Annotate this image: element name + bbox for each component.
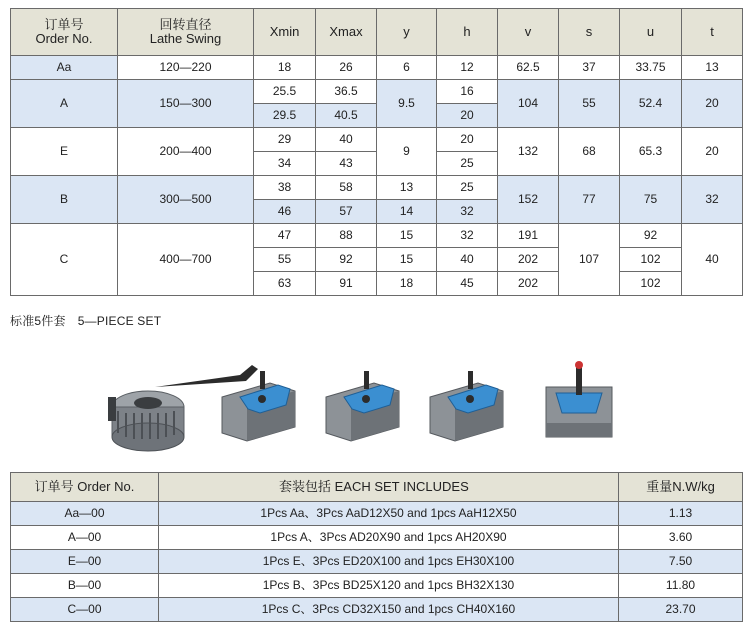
v-cell: 152 <box>498 176 559 224</box>
h-cell: 16 <box>437 80 498 104</box>
set-includes-cell: 1Pcs B、3Pcs BD25X120 and 1pcs BH32X130 <box>159 574 619 598</box>
set-weight-cell: 3.60 <box>619 526 743 550</box>
order-cell: E <box>11 128 118 176</box>
swing-cell: 150—300 <box>118 80 254 128</box>
swing-cell: 300—500 <box>118 176 254 224</box>
h-cell: 12 <box>437 56 498 80</box>
tool-holder-image <box>430 371 503 441</box>
t-cell: 20 <box>682 80 743 128</box>
h-cell: 25 <box>437 152 498 176</box>
s-cell: 37 <box>559 56 620 80</box>
y-cell: 18 <box>377 272 437 296</box>
xmin-cell: 38 <box>254 176 316 200</box>
set-weight-cell: 7.50 <box>619 550 743 574</box>
header-xmax: Xmax <box>316 9 377 56</box>
y-cell: 9.5 <box>377 80 437 128</box>
set-title <box>10 312 173 329</box>
order-cell: B <box>11 176 118 224</box>
xmin-cell: 29 <box>254 128 316 152</box>
h-cell: 25 <box>437 176 498 200</box>
set-includes-cell: 1Pcs Aa、3Pcs AaD12X50 and 1pcs AaH12X50 <box>159 502 619 526</box>
h-cell: 32 <box>437 200 498 224</box>
set-order-cell: C—00 <box>11 598 159 622</box>
y-cell: 15 <box>377 248 437 272</box>
table-row <box>11 56 743 80</box>
set-includes-cell: 1Pcs A、3Pcs AD20X90 and 1pcs AH20X90 <box>159 526 619 550</box>
set-header-row <box>11 473 743 502</box>
u-cell: 102 <box>620 248 682 272</box>
xmin-cell: 29.5 <box>254 104 316 128</box>
h-cell: 32 <box>437 224 498 248</box>
u-cell: 102 <box>620 272 682 296</box>
y-cell: 9 <box>377 128 437 176</box>
h-cell: 45 <box>437 272 498 296</box>
t-cell: 20 <box>682 128 743 176</box>
s-cell: 107 <box>559 224 620 296</box>
xmin-cell: 25.5 <box>254 80 316 104</box>
header-set-weight: 重量N.W/kg <box>619 473 743 502</box>
v-cell: 62.5 <box>498 56 559 80</box>
s-cell: 77 <box>559 176 620 224</box>
u-cell: 52.4 <box>620 80 682 128</box>
v-cell: 104 <box>498 80 559 128</box>
header-set-includes: 套装包括 EACH SET INCLUDES <box>159 473 619 502</box>
table-row <box>11 176 743 200</box>
table-row <box>11 224 743 248</box>
xmax-cell: 36.5 <box>316 80 377 104</box>
xmax-cell: 92 <box>316 248 377 272</box>
set-order-cell: B—00 <box>11 574 159 598</box>
order-cell: C <box>11 224 118 296</box>
header-t: t <box>682 9 743 56</box>
set-title-en: 5—PIECE SET <box>77 314 162 328</box>
u-cell: 65.3 <box>620 128 682 176</box>
u-cell: 92 <box>620 224 682 248</box>
t-cell: 32 <box>682 176 743 224</box>
xmax-cell: 91 <box>316 272 377 296</box>
set-weight-cell: 23.70 <box>619 598 743 622</box>
order-cell: A <box>11 80 118 128</box>
t-cell: 40 <box>682 224 743 296</box>
table-row <box>11 526 743 550</box>
swing-cell: 120—220 <box>118 56 254 80</box>
xmin-cell: 46 <box>254 200 316 224</box>
u-cell: 33.75 <box>620 56 682 80</box>
header-y: y <box>377 9 437 56</box>
set-weight-cell: 1.13 <box>619 502 743 526</box>
xmax-cell: 58 <box>316 176 377 200</box>
h-cell: 40 <box>437 248 498 272</box>
set-order-cell: E—00 <box>11 550 159 574</box>
h-cell: 20 <box>437 128 498 152</box>
s-cell: 55 <box>559 80 620 128</box>
table-row <box>11 550 743 574</box>
set-weight-cell: 11.80 <box>619 574 743 598</box>
swing-cell: 400—700 <box>118 224 254 296</box>
header-swing: 回转直径 Lathe Swing <box>118 9 254 56</box>
tool-holder-image <box>326 371 399 441</box>
xmin-cell: 34 <box>254 152 316 176</box>
y-cell: 14 <box>377 200 437 224</box>
u-cell: 75 <box>620 176 682 224</box>
xmin-cell: 18 <box>254 56 316 80</box>
tool-post-photos <box>100 335 640 455</box>
header-u: u <box>620 9 682 56</box>
s-cell: 68 <box>559 128 620 176</box>
spec-header-row <box>11 9 743 56</box>
set-table <box>10 472 743 622</box>
y-cell: 6 <box>377 56 437 80</box>
boring-holder-image <box>546 361 612 437</box>
v-cell: 202 <box>498 248 559 272</box>
spec-table <box>10 8 743 296</box>
xmax-cell: 88 <box>316 224 377 248</box>
y-cell: 15 <box>377 224 437 248</box>
t-cell: 13 <box>682 56 743 80</box>
table-row <box>11 128 743 152</box>
y-cell: 13 <box>377 176 437 200</box>
v-cell: 191 <box>498 224 559 248</box>
v-cell: 132 <box>498 128 559 176</box>
swing-cell: 200—400 <box>118 128 254 176</box>
xmax-cell: 40.5 <box>316 104 377 128</box>
xmin-cell: 63 <box>254 272 316 296</box>
table-row <box>11 80 743 104</box>
xmax-cell: 43 <box>316 152 377 176</box>
header-v: v <box>498 9 559 56</box>
v-cell: 202 <box>498 272 559 296</box>
h-cell: 20 <box>437 104 498 128</box>
set-includes-cell: 1Pcs E、3Pcs ED20X100 and 1pcs EH30X100 <box>159 550 619 574</box>
table-row <box>11 598 743 622</box>
table-row <box>11 574 743 598</box>
xmax-cell: 40 <box>316 128 377 152</box>
set-title-cn: 标准5件套 <box>10 314 66 328</box>
order-cell: Aa <box>11 56 118 80</box>
table-row <box>11 502 743 526</box>
header-h: h <box>437 9 498 56</box>
set-order-cell: A—00 <box>11 526 159 550</box>
xmin-cell: 55 <box>254 248 316 272</box>
header-xmin: Xmin <box>254 9 316 56</box>
header-order: 订单号 Order No. <box>11 9 118 56</box>
header-set-order: 订单号 Order No. <box>11 473 159 502</box>
xmax-cell: 57 <box>316 200 377 224</box>
set-order-cell: Aa—00 <box>11 502 159 526</box>
xmax-cell: 26 <box>316 56 377 80</box>
header-s: s <box>559 9 620 56</box>
xmin-cell: 47 <box>254 224 316 248</box>
set-includes-cell: 1Pcs C、3Pcs CD32X150 and 1pcs CH40X160 <box>159 598 619 622</box>
